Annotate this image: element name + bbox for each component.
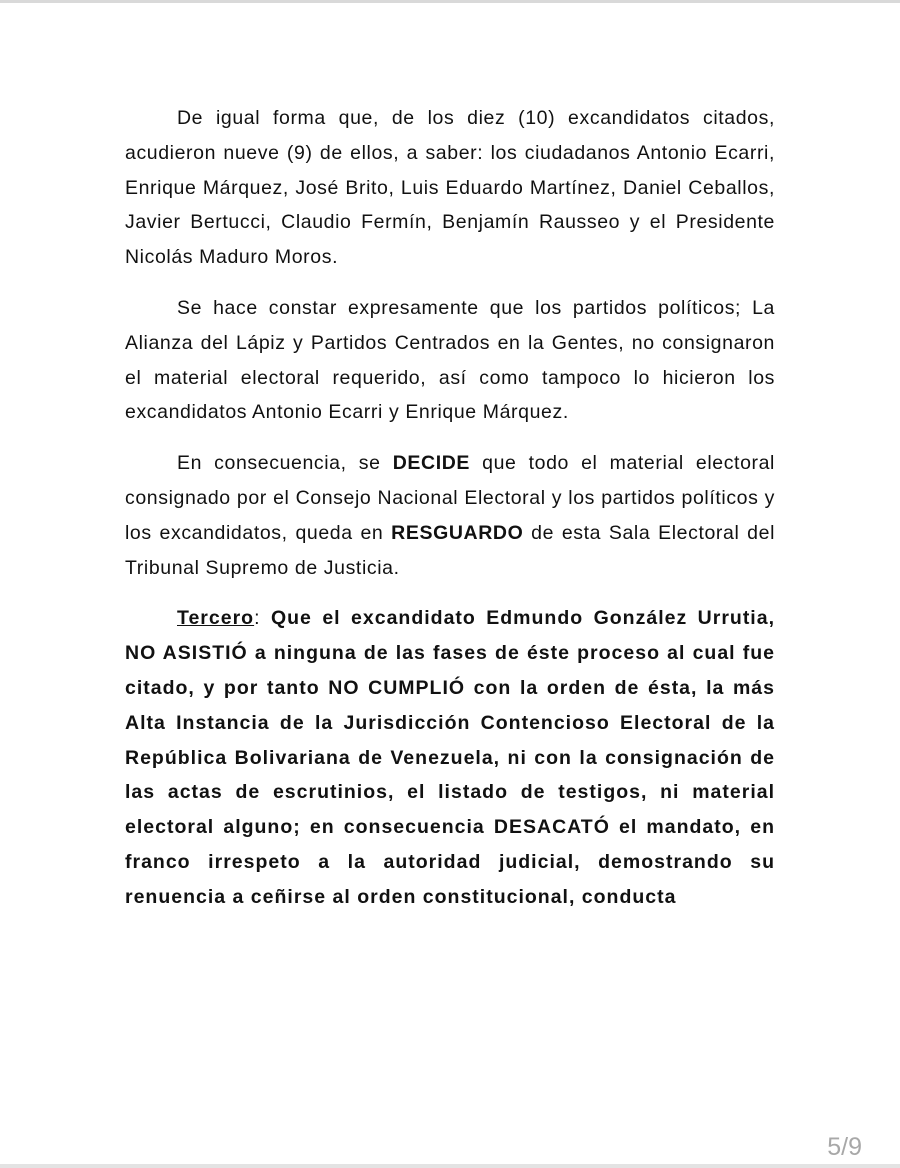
decide-emphasis: DECIDE xyxy=(392,452,470,475)
bottom-border xyxy=(0,1164,900,1168)
decision-text-3: de esta Sala Electoral del Tribunal Supremo de Justicia. xyxy=(125,521,775,579)
tercero-heading: Tercero xyxy=(177,607,255,630)
page-indicator: 5/9 xyxy=(827,1133,862,1161)
resguardo-emphasis: RESGUARDO xyxy=(391,521,524,544)
paragraph-parties-notice: Se hace constar expresamente que los partidos políticos; La Alianza del Lápiz y Partidos Centrados en la Gentes, no consignaron el material electoral requerido, así como tampoco lo hicieron los excandidatos Antonio Ecarri y Enrique Márquez. xyxy=(125,296,775,424)
decision-text-1: En consecuencia, se xyxy=(177,452,393,475)
paragraph-attendees: De igual forma que, de los diez (10) excandidatos citados, acudieron nueve (9) de ellos, a saber: los ciudadanos Antonio Ecarri, Enrique Márquez, José Brito, Luis Eduardo Martínez, Daniel Ceballos, Javier Bertucci, Claudio Fermín, Benjamín Rausseo y el Presidente Nicolás Maduro Moros. xyxy=(125,107,775,269)
paragraph-decision xyxy=(125,446,775,585)
top-border xyxy=(0,0,900,3)
tercero-text: Que el excandidato Edmundo González Urrutia, NO ASISTIÓ a ninguna de las fases de éste proceso al cual fue citado, y por tanto NO CUMPLIÓ con la orden de ésta, la más Alta Instancia de la Jurisdicción Contencioso Electoral de la República Bolivariana de Venezuela, ni con la consignación de las actas de escrutinios, el listado de testigos, ni material electoral alguno; en consecuencia DESACATÓ el mandato, en franco irrespeto a la autoridad judicial, demostrando su renuencia a ceñirse al orden constitucional, conducta xyxy=(125,607,775,908)
tercero-separator: : xyxy=(254,607,261,630)
paragraph-tercero xyxy=(125,601,775,914)
decision-text-2: que todo el material electoral consignado por el Consejo Nacional Electoral y los partidos políticos y los excandidatos, queda en xyxy=(125,452,775,544)
document-page xyxy=(125,101,775,931)
